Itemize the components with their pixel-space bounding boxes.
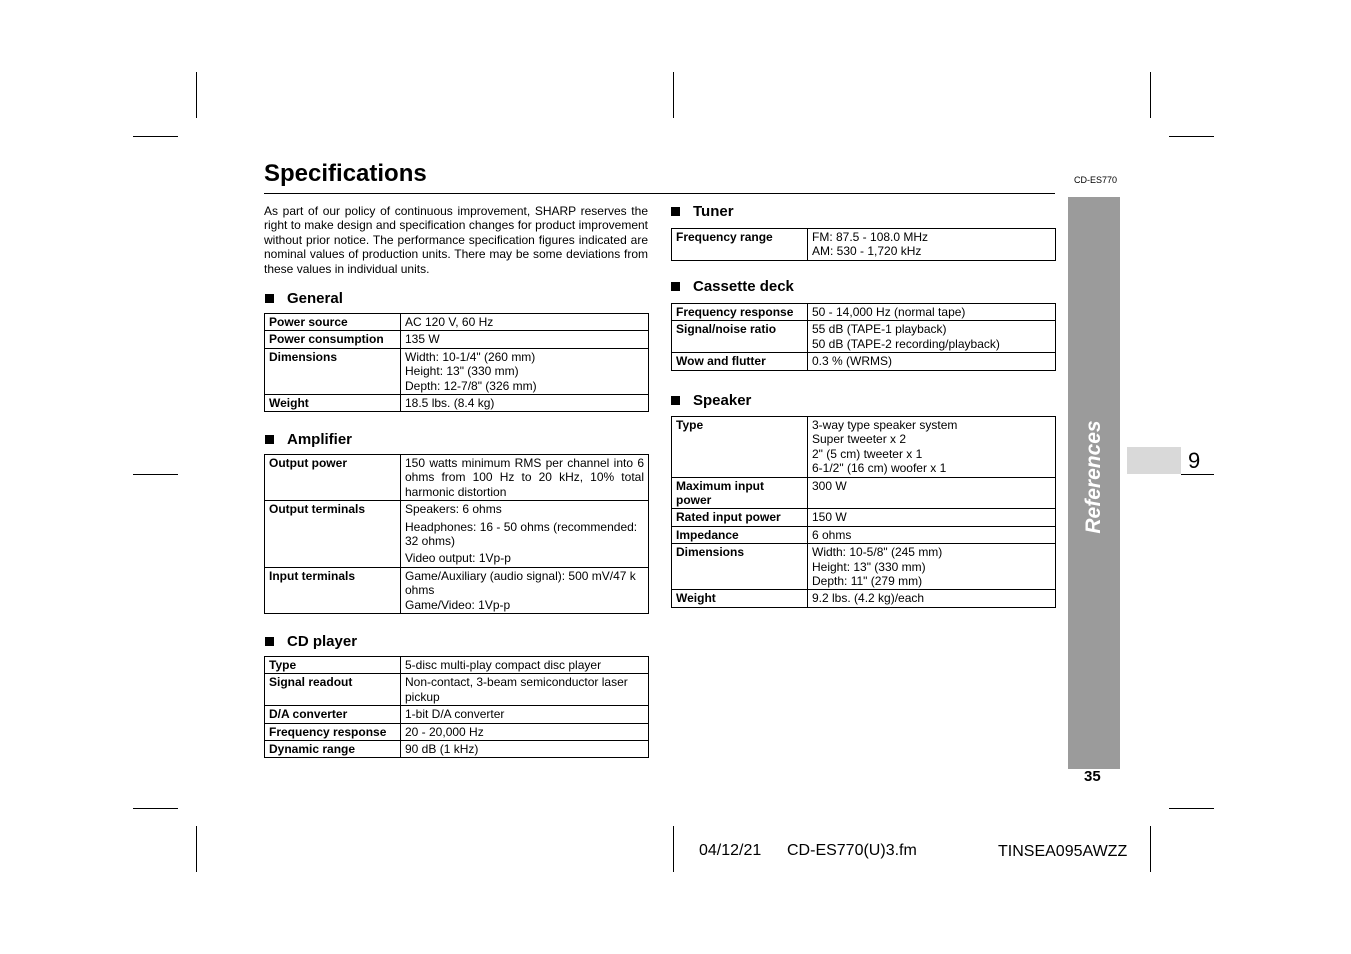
square-bullet-icon (265, 637, 274, 646)
spec-value: 20 - 20,000 Hz (401, 723, 649, 740)
spec-value: Speakers: 6 ohms Headphones: 16 - 50 ohms (recommended: 32 ohms) Video output: 1Vp-p (401, 501, 649, 568)
spec-value: 18.5 lbs. (8.4 kg) (401, 395, 649, 412)
spec-key: Input terminals (265, 567, 401, 613)
table-row (265, 674, 649, 706)
spec-value: AC 120 V, 60 Hz (401, 314, 649, 331)
spec-value: Width: 10-5/8" (245 mm) Height: 13" (330 mm) Depth: 11" (279 mm) (808, 544, 1056, 590)
crop-mark (673, 72, 674, 118)
chapter-tab (1127, 447, 1181, 474)
section-tuner-heading: Tuner (671, 203, 734, 220)
spec-key: Type (265, 657, 401, 674)
square-bullet-icon (265, 435, 274, 444)
table-row (672, 509, 1056, 526)
spec-value: FM: 87.5 - 108.0 MHz AM: 530 - 1,720 kHz (808, 229, 1056, 261)
chapter-number: 9 (1188, 448, 1201, 473)
table-row (672, 526, 1056, 543)
table-row (672, 417, 1056, 478)
table-row (672, 353, 1056, 370)
spec-value: 3-way type speaker system Super tweeter x 2 2" (5 cm) tweeter x 1 6-1/2" (16 cm) woofer x 1 (808, 417, 1056, 478)
general-table (264, 313, 649, 412)
crop-mark (133, 808, 178, 809)
table-row (672, 544, 1056, 590)
crop-mark (196, 72, 197, 118)
spec-key: Power consumption (265, 331, 401, 348)
section-speaker-heading: Speaker (671, 392, 751, 409)
square-bullet-icon (671, 282, 680, 291)
spec-value: Game/Auxiliary (audio signal): 500 mV/47 k ohms Game/Video: 1Vp-p (401, 567, 649, 613)
spec-key: Signal readout (265, 674, 401, 706)
spec-key: Weight (672, 590, 808, 607)
crop-mark (133, 474, 178, 475)
table-row (265, 741, 649, 758)
table-row (265, 331, 649, 348)
spec-key: Frequency response (672, 304, 808, 321)
speaker-table (671, 416, 1056, 608)
table-row (265, 657, 649, 674)
section-cassette-deck-heading: Cassette deck (671, 278, 794, 295)
spec-value: 150 W (808, 509, 1056, 526)
crop-mark (133, 136, 178, 137)
spec-key: Type (672, 417, 808, 478)
spec-value: 50 - 14,000 Hz (normal tape) (808, 304, 1056, 321)
spec-key: Power source (265, 314, 401, 331)
spec-value: Non-contact, 3-beam semiconductor laser pickup (401, 674, 649, 706)
amplifier-table (264, 454, 649, 614)
spec-key: Signal/noise ratio (672, 321, 808, 353)
table-row (265, 723, 649, 740)
crop-mark (1150, 826, 1151, 872)
table-row (265, 501, 649, 568)
spec-key: D/A converter (265, 706, 401, 723)
square-bullet-icon (265, 294, 274, 303)
footer-file: CD-ES770(U)3.fm (787, 842, 917, 859)
spec-key: Weight (265, 395, 401, 412)
cassette-deck-table (671, 303, 1056, 371)
table-row (672, 229, 1056, 261)
table-row (265, 706, 649, 723)
spec-value: 6 ohms (808, 526, 1056, 543)
spec-value: 5-disc multi-play compact disc player (401, 657, 649, 674)
crop-mark (1150, 72, 1151, 118)
tuner-table (671, 228, 1056, 261)
spec-value: 90 dB (1 kHz) (401, 741, 649, 758)
intro-paragraph: As part of our policy of continuous improvement, SHARP reserves the right to make design and specification changes for product improvement without prior notice. The performance specification figures indicated are nominal values of production units. There may be some deviations from these values in individual units. (264, 204, 648, 276)
table-row (672, 321, 1056, 353)
table-row (265, 567, 649, 613)
model-code: CD-ES770 (1074, 175, 1118, 185)
table-row (672, 590, 1056, 607)
spec-key: Maximum input power (672, 477, 808, 509)
crop-mark (673, 826, 674, 872)
spec-key: Frequency response (265, 723, 401, 740)
spec-value: 1-bit D/A converter (401, 706, 649, 723)
spec-value: 150 watts minimum RMS per channel into 6 ohms from 100 Hz to 20 kHz, 10% total harmonic distortion (401, 455, 649, 501)
section-cd-player-heading: CD player (265, 633, 357, 650)
spec-key: Impedance (672, 526, 808, 543)
spec-key: Dynamic range (265, 741, 401, 758)
crop-mark (1169, 808, 1214, 809)
cd-player-table (264, 656, 649, 758)
spec-value: 0.3 % (WRMS) (808, 353, 1056, 370)
table-row (672, 477, 1056, 509)
chapter-rule (1181, 474, 1214, 475)
spec-value: 9.2 lbs. (4.2 kg)/each (808, 590, 1056, 607)
footer-date: 04/12/21 (699, 842, 762, 859)
table-row (672, 304, 1056, 321)
spec-key: Wow and flutter (672, 353, 808, 370)
spec-key: Output power (265, 455, 401, 501)
footer-code: TINSEA095AWZZ (998, 843, 1128, 860)
page-title: Specifications (264, 160, 427, 187)
spec-key: Dimensions (672, 544, 808, 590)
spec-key: Frequency range (672, 229, 808, 261)
spec-key: Output terminals (265, 501, 401, 568)
sidebar-label: References (1082, 420, 1105, 534)
table-row (265, 348, 649, 394)
spec-value: 135 W (401, 331, 649, 348)
table-row (265, 314, 649, 331)
section-amplifier-heading: Amplifier (265, 431, 352, 448)
crop-mark (196, 826, 197, 872)
title-rule (264, 193, 1055, 194)
table-row (265, 455, 649, 501)
spec-key: Dimensions (265, 348, 401, 394)
section-general-heading: General (265, 290, 343, 307)
spec-key: Rated input power (672, 509, 808, 526)
spec-value: 300 W (808, 477, 1056, 509)
spec-value: Width: 10-1/4" (260 mm) Height: 13" (330 mm) Depth: 12-7/8" (326 mm) (401, 348, 649, 394)
crop-mark (1169, 136, 1214, 137)
square-bullet-icon (671, 396, 680, 405)
square-bullet-icon (671, 207, 680, 216)
table-row (265, 395, 649, 412)
page-number: 35 (1084, 768, 1101, 785)
spec-value: 55 dB (TAPE-1 playback) 50 dB (TAPE-2 recording/playback) (808, 321, 1056, 353)
